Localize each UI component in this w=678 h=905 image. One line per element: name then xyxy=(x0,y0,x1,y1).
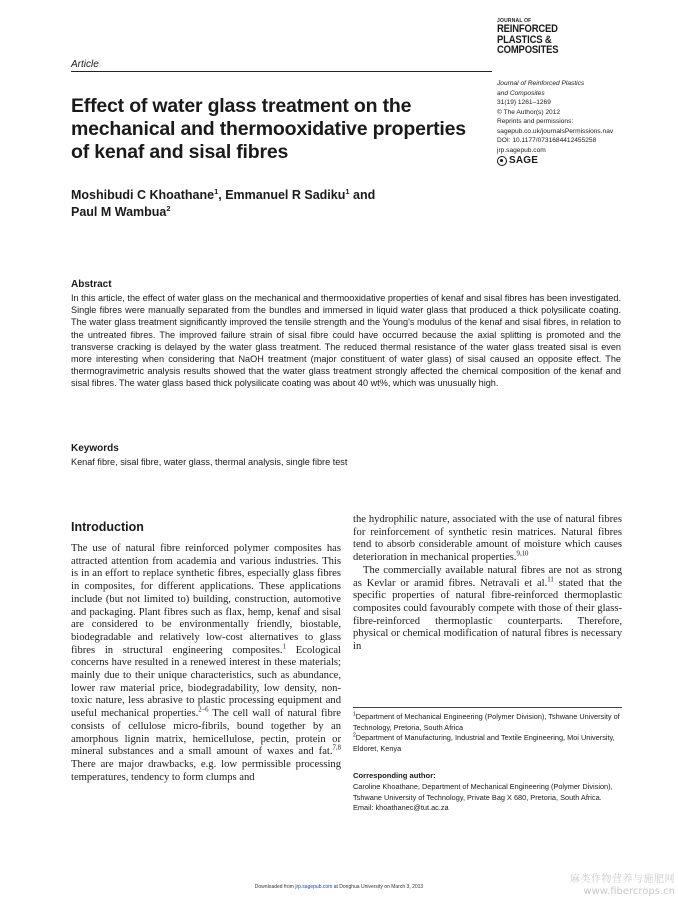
journal-copyright: © The Author(s) 2012 xyxy=(497,108,561,116)
permissions-link[interactable]: sagepub.co.uk/journalsPermissions.nav xyxy=(497,127,614,135)
sage-logo-text: SAGE xyxy=(509,155,539,167)
keywords-heading: Keywords xyxy=(71,443,119,454)
journal-meta-title-1: Journal of Reinforced Plastics xyxy=(497,80,585,87)
journal-name-line-2: PLASTICS & xyxy=(497,33,552,46)
author-name: Paul M Wambua xyxy=(71,205,167,219)
affiliation-footnote xyxy=(353,733,628,754)
download-notice-text: at Donghua University on March 3, 2013 xyxy=(332,884,424,890)
corresponding-author-email[interactable]: Email: khoathanec@tut.ac.za xyxy=(353,803,449,813)
journal-name-line-1: REINFORCED xyxy=(497,23,558,35)
footnote-text: Department of Mechanical Engineering (Polymer Division), Tshwane University of Technology, Pretoria, South Africa xyxy=(353,712,620,732)
journal-doi: DOI: 10.1177/0731684412455258 xyxy=(497,137,597,144)
site-watermark xyxy=(555,874,675,898)
journal-name-small: JOURNAL OF xyxy=(497,18,532,24)
sage-logo xyxy=(497,156,657,166)
author-affiliation-sup: 1 xyxy=(214,186,219,196)
header-rule xyxy=(71,71,492,72)
corresponding-author-heading: Corresponding author: xyxy=(353,771,436,780)
download-source-link[interactable]: jrp.sagepub.com xyxy=(295,884,333,890)
abstract-heading: Abstract xyxy=(71,279,112,290)
intro-text: The cell wall of natural fibre consists of cellulose micro-fibrils, bound together by an amorphous lignin matrix, hemicellulose, pectin, protein or mineral substances and a small amount of waxes and fat. xyxy=(71,708,341,758)
journal-meta xyxy=(497,79,657,166)
citation-ref: 2–6 xyxy=(198,706,209,714)
article-title: Effect of water glass treatment on the mechanical and thermooxidative properties of kenaf and sisal fibres xyxy=(71,95,466,163)
author-conjunction: and xyxy=(349,188,376,202)
affiliation-footnotes xyxy=(353,712,628,754)
footnote-rule xyxy=(353,707,622,708)
introduction-column-right xyxy=(353,514,622,654)
intro-text: The commercially available natural fibres are not as strong as Kevlar or aramid fibres. Netravali et al. xyxy=(353,564,622,589)
author-name: Moshibudi C Khoathane xyxy=(71,188,215,202)
footnote-marker: 2 xyxy=(353,732,356,739)
footnote-text: Department of Manufacturing, Industrial and Textile Engineering, Moi University, Eldoret, Kenya xyxy=(353,733,615,753)
intro-text: Ecological concerns have resulted in a renewed interest in these materials; mainly due to their unique characteristics, such as abundance, lower raw material price, biodegradability, low density, non-toxic nature, less abrasive to plastic processing equipment and useful mechanical properties. xyxy=(71,644,342,720)
author-name: Emmanuel R Sadiku xyxy=(225,188,346,202)
abstract-body: In this article, the effect of water glass on the mechanical and thermooxidative properties of kenaf and sisal fibres has been investigated. Single fibres were manually separated from the bundles and immersed in liquid water glass that produced a thick polysilicate coating. The water glass treatment significantly improved the tensile strength and the Young's modulus of the kenaf and sisal fibres, in relation to the untreated fibres. The improved failure strain of sisal fibre could have occurred because the axial splitting is promoted and the transverse cracking is delayed by the water glass treatment. The reduced thermal resistance of the water glass treated sisal is even more interesting when considering that NaOH treatment (major constituent of water glass) of sisal caused an opposite effect. The thermogravimetric analysis results showed that the water glass treatment strongly affected the chemical composition of the kenaf and sisal fibres. The water glass based thick polysilicate coating was about 40 wt%, which was unusually high. xyxy=(71,293,621,389)
download-notice-text: Downloaded from xyxy=(254,884,296,890)
journal-name-logo xyxy=(497,18,637,56)
journal-site-link[interactable]: jrp.sagepub.com xyxy=(497,146,546,154)
author-affiliation-sup: 1 xyxy=(345,186,350,196)
journal-reprints: Reprints and permissions: xyxy=(497,118,574,125)
watermark-line-1: 麻类作物营养与施肥网 xyxy=(570,874,675,885)
introduction-heading: Introduction xyxy=(71,520,144,534)
author-affiliation-sup: 2 xyxy=(166,203,171,213)
affiliation-footnote xyxy=(353,712,628,733)
citation-ref: 9,10 xyxy=(516,550,529,558)
journal-volume: 31(19) 1261–1269 xyxy=(497,99,551,106)
citation-ref: 11 xyxy=(547,575,554,583)
intro-text: There are major drawbacks, e.g. low permissible processing temperatures, tendency to form clumps and xyxy=(71,758,341,783)
corresponding-author-details xyxy=(353,782,628,814)
intro-paragraph xyxy=(353,514,622,565)
intro-text: the hydrophilic nature, associated with the use of natural fibres for reinforcement of synthetic resin matrices. Natural fibres tend to absorb considerable amount of moisture which causes deterioration in mechanical properties. xyxy=(353,514,622,564)
author-list: Moshibudi C Khoathane$^1$, Emmanuel R Sadiku$^1$ and Paul M Wambua$^2$ xyxy=(71,186,376,219)
introduction-column-left xyxy=(71,543,341,784)
intro-paragraph xyxy=(71,543,341,784)
corresponding-author-address: Caroline Khoathane, Department of Mechanical Engineering (Polymer Division), Tshwane University of Technology, Private Bag X 680, Pretoria, South Africa. xyxy=(353,782,613,802)
journal-meta-title-2: and Composites xyxy=(497,89,545,97)
intro-text: stated that the specific properties of natural fibre-reinforced thermoplastic composites could favourably compete with those of their glass-fibre-reinforced thermoplastic counterparts. Therefore, physical or chemical modification of natural fibres is necessary in xyxy=(353,577,623,653)
footnote-marker: 1 xyxy=(353,711,356,718)
journal-name-line-3: COMPOSITES xyxy=(497,44,559,56)
citation-ref: 1 xyxy=(282,643,286,651)
watermark-line-2: www.fibercrops.cn xyxy=(583,886,675,897)
article-type-label: Article xyxy=(71,59,99,70)
intro-text: The use of natural fibre reinforced polymer composites has attracted attention from academia and various industries. This is in an effort to replace synthetic fibres, especially glass fibres in composites, for different applications. These applications include (but not limited to) building, construction, automotive and packaging. Plant fibres such as flax, hemp, kenaf and sisal are considered to be environmentally friendly, biostable, biodegradable and relatively low-cost alternatives to glass fibres in structural engineering composites. xyxy=(71,543,341,656)
intro-paragraph xyxy=(353,565,622,654)
citation-ref: 7,8 xyxy=(332,744,341,752)
keywords-body: Kenaf fibre, sisal fibre, water glass, thermal analysis, single fibre test xyxy=(71,457,348,467)
sage-logo-icon xyxy=(497,156,507,166)
